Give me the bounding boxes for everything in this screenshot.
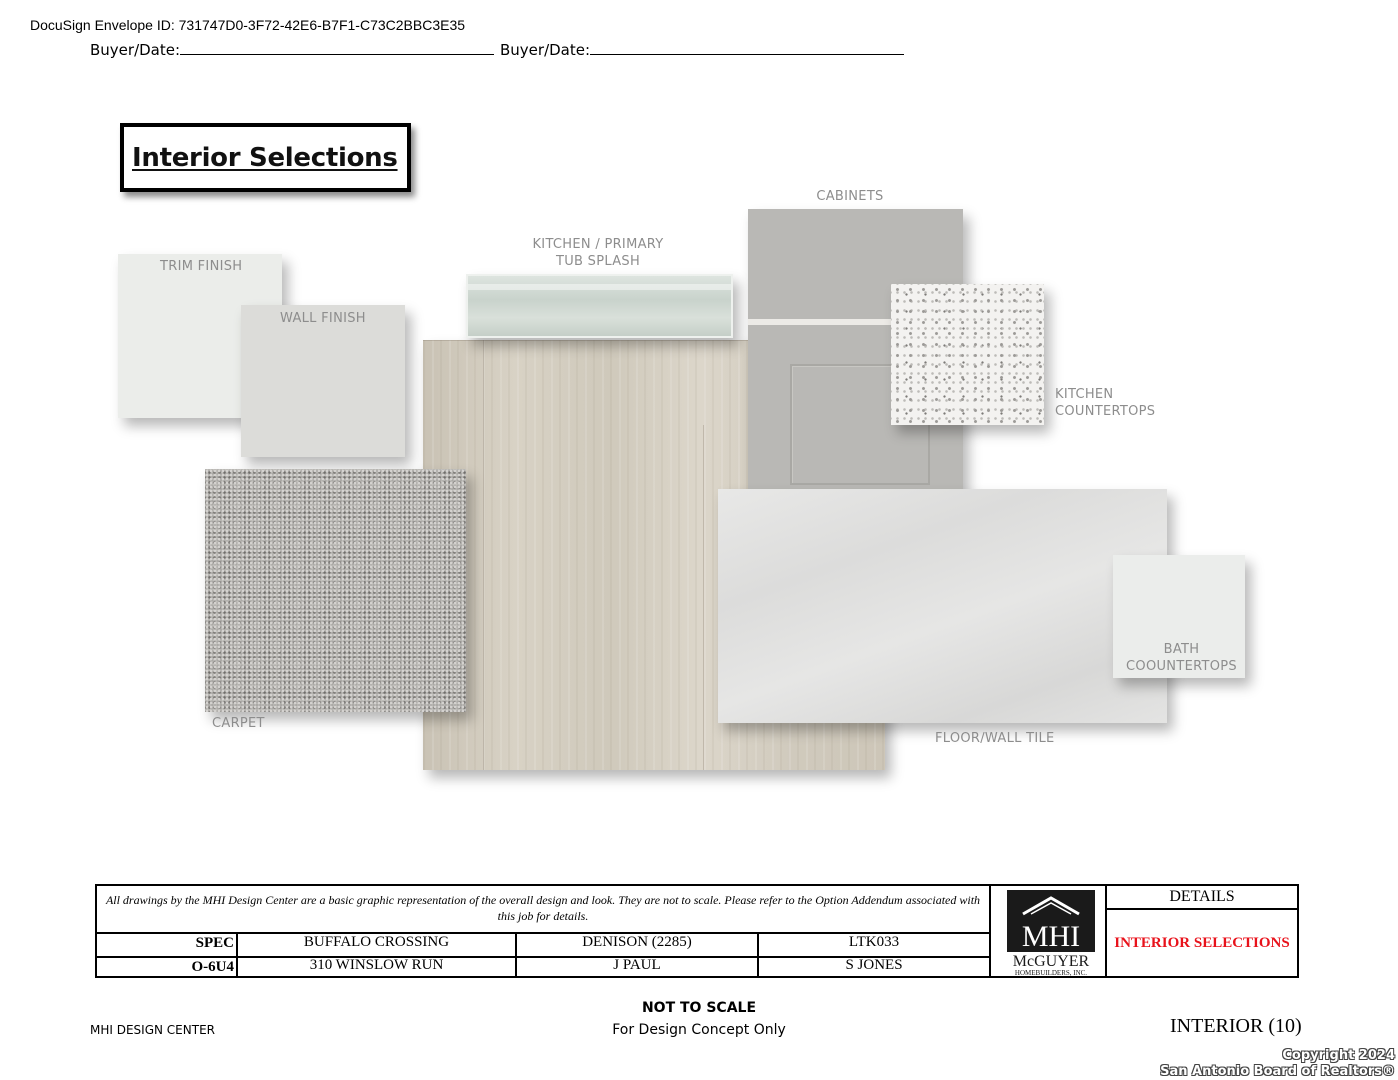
plank-seam bbox=[703, 425, 704, 770]
kitchen-countertops-label-1: KITCHEN bbox=[1055, 387, 1114, 402]
tub-splash-label-1: KITCHEN / PRIMARY bbox=[532, 237, 664, 252]
page-title: Interior Selections bbox=[132, 142, 398, 173]
address: 310 WINSLOW RUN bbox=[309, 957, 444, 973]
table-rule bbox=[989, 886, 991, 978]
title-block bbox=[95, 884, 1299, 978]
logo-company-sub: HOMEBUILDERS, INC. bbox=[1014, 969, 1088, 976]
plan-name: DENISON (2285) bbox=[582, 934, 692, 950]
footer-not-to-scale: NOT TO SCALE bbox=[641, 1000, 757, 1016]
buyer-date-field-2 bbox=[500, 40, 904, 59]
trim-finish-label: TRIM FINISH bbox=[160, 259, 243, 274]
floor-wall-tile-swatch bbox=[718, 489, 1167, 723]
carpet-swatch bbox=[205, 469, 466, 712]
bath-countertops-label-2: COOUNTERTOPS bbox=[1126, 659, 1237, 674]
carpet-label: CARPET bbox=[212, 716, 265, 731]
buyer-date-field-1 bbox=[90, 40, 494, 59]
docusign-envelope-id: DocuSign Envelope ID: 731747D0-3F72-42E6-B7F1-C73C2BBC3E35 bbox=[30, 17, 466, 33]
logo-company-name: McGUYER bbox=[1012, 953, 1090, 970]
disclaimer-text: All drawings by the MHI Design Center are a basic graphic representation of the overall design and look. They are not to scale. Please refer to the Option Addendum associated with this job for details. bbox=[105, 893, 981, 923]
copyright-line-1: Copyright 2024 bbox=[1282, 1048, 1395, 1063]
subdivision-name: BUFFALO CROSSING bbox=[303, 934, 450, 950]
details-header: DETAILS bbox=[1169, 888, 1235, 905]
mhi-logo bbox=[1007, 890, 1095, 976]
copyright-watermark bbox=[1160, 1048, 1395, 1080]
designer-name: J PAUL bbox=[613, 957, 661, 973]
buyer-date-label: Buyer/Date: bbox=[90, 41, 181, 59]
buyer-date-label: Buyer/Date: bbox=[500, 41, 591, 59]
copyright-line-2: San Antonio Board of Realtors® bbox=[1160, 1064, 1395, 1079]
signature-line bbox=[180, 40, 494, 55]
floor-wall-tile-label: FLOOR/WALL TILE bbox=[935, 731, 1055, 746]
plank-seam bbox=[483, 340, 484, 770]
wall-finish-label: WALL FINISH bbox=[280, 311, 366, 326]
kitchen-countertop-swatch bbox=[891, 284, 1044, 425]
lot-code: LTK033 bbox=[848, 934, 900, 950]
bath-countertops-label-1: BATH bbox=[1163, 642, 1200, 657]
spec-code: O-6U4 bbox=[191, 959, 234, 975]
details-value: INTERIOR SELECTIONS bbox=[1114, 935, 1290, 951]
logo-mhi-text: MHI bbox=[1021, 920, 1081, 953]
tub-splash-label-2: TUB SPLASH bbox=[555, 254, 641, 269]
footer-design-center: MHI DESIGN CENTER bbox=[90, 1023, 215, 1037]
signature-line bbox=[590, 40, 904, 55]
kitchen-countertops-label-2: COUNTERTOPS bbox=[1055, 404, 1156, 419]
spec-label: SPEC bbox=[195, 935, 234, 951]
approver-name: S JONES bbox=[845, 957, 903, 973]
mhi-logo-icon bbox=[1007, 890, 1095, 976]
cabinets-label: CABINETS bbox=[816, 189, 884, 204]
tub-splash-tile-swatch bbox=[466, 274, 733, 338]
page-title-box bbox=[120, 123, 411, 192]
footer-design-concept: For Design Concept Only bbox=[612, 1022, 786, 1038]
wall-finish-swatch bbox=[241, 305, 405, 457]
page-label: INTERIOR (10) bbox=[1170, 1015, 1302, 1037]
